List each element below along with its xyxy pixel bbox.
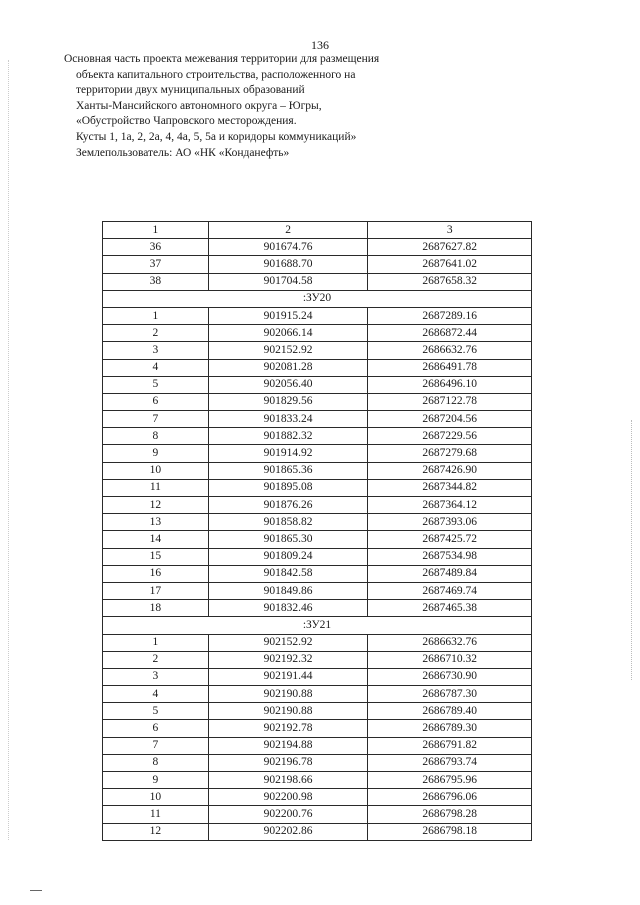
header-line-3: территории двух муниципальных образований (76, 84, 305, 97)
x-coordinate-cell: 902066.14 (208, 325, 368, 342)
y-coordinate-cell: 2686793.74 (368, 754, 532, 771)
header-line-1: Основная часть проекта межевания территории для размещения (64, 53, 380, 65)
point-number-cell: 12 (103, 823, 209, 840)
y-coordinate-cell: 2686791.82 (368, 737, 532, 754)
y-coordinate-cell: 2687229.56 (368, 428, 532, 445)
point-number-cell: 3 (103, 668, 209, 685)
x-coordinate-cell: 902191.44 (208, 668, 368, 685)
point-number-cell: 38 (103, 273, 209, 290)
x-coordinate-cell: 901865.36 (208, 462, 368, 479)
point-number-cell: 4 (103, 359, 209, 376)
y-coordinate-cell: 2687469.74 (368, 582, 532, 599)
scan-edge-right (630, 420, 632, 680)
table-row (103, 342, 532, 359)
point-number-cell: 12 (103, 497, 209, 514)
point-number-cell: 11 (103, 806, 209, 823)
table-row (103, 531, 532, 548)
y-coordinate-cell: 2687534.98 (368, 548, 532, 565)
section-header-row (103, 290, 532, 307)
x-coordinate-cell: 901829.56 (208, 393, 368, 410)
y-coordinate-cell: 2687426.90 (368, 462, 532, 479)
x-coordinate-cell: 901674.76 (208, 239, 368, 256)
y-coordinate-cell: 2687289.16 (368, 307, 532, 324)
coordinates-table-body (103, 222, 532, 841)
y-coordinate-cell: 2687393.06 (368, 514, 532, 531)
table-row (103, 754, 532, 771)
table-row (103, 428, 532, 445)
table-row (103, 565, 532, 582)
table-row (103, 651, 532, 668)
document-header (60, 52, 460, 161)
point-number-cell: 9 (103, 772, 209, 789)
y-coordinate-cell: 2686787.30 (368, 686, 532, 703)
scan-edge-left (8, 60, 10, 840)
x-coordinate-cell: 902200.98 (208, 789, 368, 806)
table-row (103, 703, 532, 720)
table-row (103, 582, 532, 599)
header-line-6: Кусты 1, 1а, 2, 2а, 4, 4а, 5, 5а и коридоры коммуникаций» (76, 130, 357, 143)
table-row (103, 376, 532, 393)
point-number-cell: 9 (103, 445, 209, 462)
point-number-cell: 10 (103, 462, 209, 479)
table-row (103, 325, 532, 342)
table-row (103, 479, 532, 496)
point-number-cell: 2 (103, 651, 209, 668)
y-coordinate-cell: 2686798.28 (368, 806, 532, 823)
coordinates-table (102, 221, 532, 841)
x-coordinate-cell: 901895.08 (208, 479, 368, 496)
x-coordinate-cell: 902192.32 (208, 651, 368, 668)
x-coordinate-cell: 901832.46 (208, 600, 368, 617)
table-row (103, 393, 532, 410)
y-coordinate-cell: 2686789.30 (368, 720, 532, 737)
point-number-cell: 4 (103, 686, 209, 703)
point-number-cell: 2 (103, 325, 209, 342)
y-coordinate-cell: 2686632.76 (368, 634, 532, 651)
table-row (103, 548, 532, 565)
y-coordinate-cell: 2686789.40 (368, 703, 532, 720)
table-row (103, 462, 532, 479)
x-coordinate-cell: 901914.92 (208, 445, 368, 462)
y-coordinate-cell: 2686730.90 (368, 668, 532, 685)
point-number-cell: 3 (103, 342, 209, 359)
y-coordinate-cell: 2686710.32 (368, 651, 532, 668)
y-coordinate-cell: 2686496.10 (368, 376, 532, 393)
table-row (103, 256, 532, 273)
point-number-cell: 7 (103, 411, 209, 428)
y-coordinate-cell: 2687627.82 (368, 239, 532, 256)
point-number-cell: 13 (103, 514, 209, 531)
x-coordinate-cell: 902152.92 (208, 634, 368, 651)
point-number-cell: 6 (103, 720, 209, 737)
column-header-3: 3 (368, 222, 532, 239)
header-line-2: объекта капитального строительства, расположенного на (76, 68, 356, 81)
table-row (103, 497, 532, 514)
point-number-cell: 11 (103, 479, 209, 496)
table-row (103, 720, 532, 737)
table-row (103, 600, 532, 617)
point-number-cell: 14 (103, 531, 209, 548)
point-number-cell: 10 (103, 789, 209, 806)
table-row (103, 789, 532, 806)
header-line-4: Ханты-Мансийского автономного округа – Югры, (76, 99, 322, 112)
y-coordinate-cell: 2687489.84 (368, 565, 532, 582)
point-number-cell: 8 (103, 428, 209, 445)
y-coordinate-cell: 2687465.38 (368, 600, 532, 617)
x-coordinate-cell: 902202.86 (208, 823, 368, 840)
x-coordinate-cell: 901833.24 (208, 411, 368, 428)
x-coordinate-cell: 902152.92 (208, 342, 368, 359)
y-coordinate-cell: 2687364.12 (368, 497, 532, 514)
y-coordinate-cell: 2686632.76 (368, 342, 532, 359)
table-row (103, 668, 532, 685)
table-row (103, 514, 532, 531)
y-coordinate-cell: 2687122.78 (368, 393, 532, 410)
x-coordinate-cell: 901858.82 (208, 514, 368, 531)
y-coordinate-cell: 2687204.56 (368, 411, 532, 428)
x-coordinate-cell: 901704.58 (208, 273, 368, 290)
x-coordinate-cell: 901809.24 (208, 548, 368, 565)
table-row (103, 273, 532, 290)
point-number-cell: 18 (103, 600, 209, 617)
point-number-cell: 17 (103, 582, 209, 599)
y-coordinate-cell: 2687344.82 (368, 479, 532, 496)
y-coordinate-cell: 2686795.96 (368, 772, 532, 789)
y-coordinate-cell: 2686872.44 (368, 325, 532, 342)
y-coordinate-cell: 2687279.68 (368, 445, 532, 462)
x-coordinate-cell: 902056.40 (208, 376, 368, 393)
table-row (103, 307, 532, 324)
x-coordinate-cell: 901915.24 (208, 307, 368, 324)
header-line-5: «Обустройство Чапровского месторождения. (76, 115, 297, 128)
x-coordinate-cell: 901849.86 (208, 582, 368, 599)
table-row (103, 634, 532, 651)
x-coordinate-cell: 902190.88 (208, 703, 368, 720)
y-coordinate-cell: 2687425.72 (368, 531, 532, 548)
x-coordinate-cell: 902198.66 (208, 772, 368, 789)
y-coordinate-cell: 2687641.02 (368, 256, 532, 273)
section-title: :ЗУ21 (103, 617, 532, 634)
table-row (103, 239, 532, 256)
x-coordinate-cell: 901688.70 (208, 256, 368, 273)
point-number-cell: 5 (103, 703, 209, 720)
point-number-cell: 6 (103, 393, 209, 410)
point-number-cell: 16 (103, 565, 209, 582)
table-row (103, 445, 532, 462)
x-coordinate-cell: 902200.76 (208, 806, 368, 823)
x-coordinate-cell: 902192.78 (208, 720, 368, 737)
point-number-cell: 1 (103, 307, 209, 324)
table-row (103, 737, 532, 754)
x-coordinate-cell: 901882.32 (208, 428, 368, 445)
table-row (103, 359, 532, 376)
y-coordinate-cell: 2686798.18 (368, 823, 532, 840)
y-coordinate-cell: 2686491.78 (368, 359, 532, 376)
section-header-row (103, 617, 532, 634)
x-coordinate-cell: 902194.88 (208, 737, 368, 754)
x-coordinate-cell: 902190.88 (208, 686, 368, 703)
y-coordinate-cell: 2686796.06 (368, 789, 532, 806)
column-header-2: 2 (208, 222, 368, 239)
point-number-cell: 8 (103, 754, 209, 771)
table-row (103, 806, 532, 823)
scan-mark (30, 890, 42, 891)
table-row (103, 411, 532, 428)
header-line-7: Землепользователь: АО «НК «Конданефть» (76, 146, 290, 159)
point-number-cell: 15 (103, 548, 209, 565)
x-coordinate-cell: 901842.58 (208, 565, 368, 582)
section-title: :ЗУ20 (103, 290, 532, 307)
x-coordinate-cell: 901876.26 (208, 497, 368, 514)
point-number-cell: 7 (103, 737, 209, 754)
point-number-cell: 36 (103, 239, 209, 256)
point-number-cell: 37 (103, 256, 209, 273)
table-row (103, 686, 532, 703)
table-row (103, 772, 532, 789)
y-coordinate-cell: 2687658.32 (368, 273, 532, 290)
point-number-cell: 1 (103, 634, 209, 651)
point-number-cell: 5 (103, 376, 209, 393)
column-header-1: 1 (103, 222, 209, 239)
column-header-row (103, 222, 532, 239)
page-number: 136 (311, 38, 329, 52)
table-row (103, 823, 532, 840)
x-coordinate-cell: 902196.78 (208, 754, 368, 771)
x-coordinate-cell: 901865.30 (208, 531, 368, 548)
x-coordinate-cell: 902081.28 (208, 359, 368, 376)
